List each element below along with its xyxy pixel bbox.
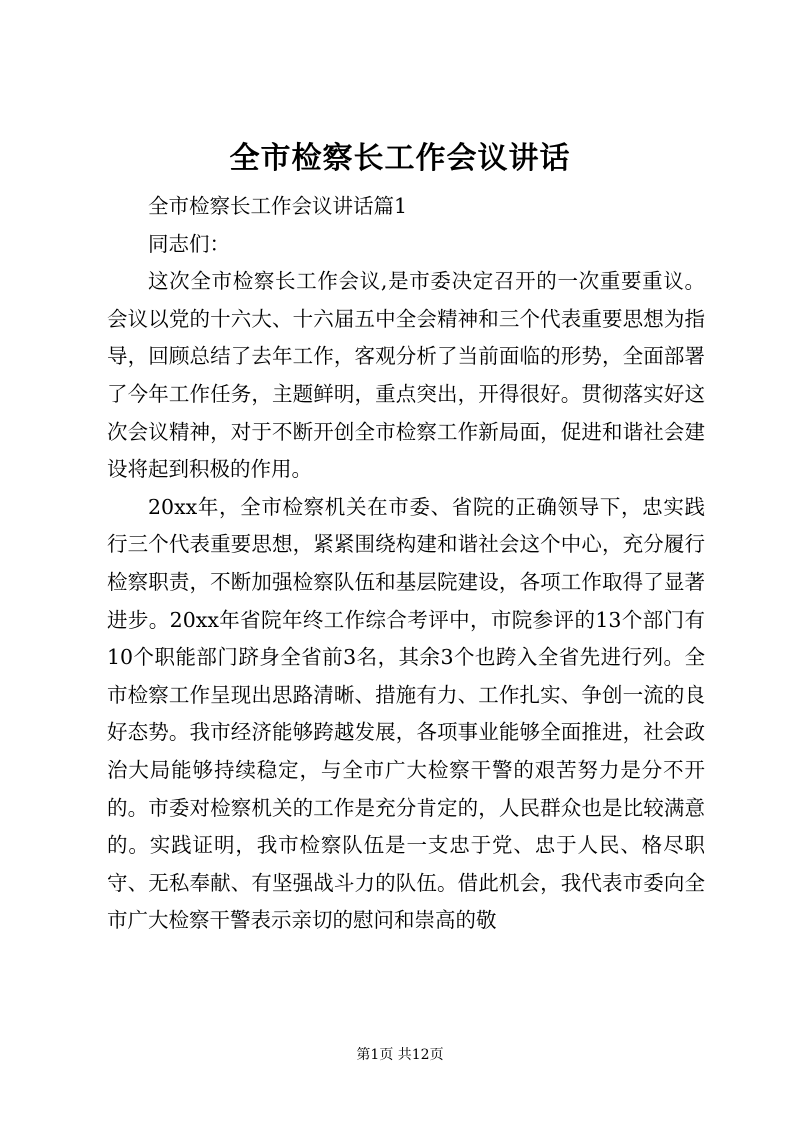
paragraph-2: 20xx年，全市检察机关在市委、省院的正确领导下，忠实践行三个代表重要思想，紧紧围绕构建和谐社会这个中心，充分履行检察职责，不断加强检察队伍和基层院建设，各项工作取得了显著进步。20xx年省院年终工作综合考评中，市院参评的13个部门有10个职能部门跻身全省前3名，其余3个也跨入全省先进行列。全市检察工作呈现出思路清晰、措施有力、工作扎实、争创一流的良好态势。我市经济能够跨越发展，各项事业能够全面推进，社会政治大局能够持续稳定，与全市广大检察干警的艰苦努力是分不开的。市委对检察机关的工作是充分肯定的，人民群众也是比较满意的。实践证明，我市检察队伍是一支忠于党、忠于人民、格尽职守、无私奉献、有坚强战斗力的队伍。借此机会，我代表市委向全市广大检察干警表示亲切的慰问和崇高的敬 [107,494,705,933]
document-body [107,188,705,940]
page-footer: 第1页 共12页 [356,1047,444,1063]
paragraph-1: 这次全市检察长工作会议,是市委决定召开的一次重要重议。会议以党的十六大、十六届五中全会精神和三个代表重要思想为指导，回顾总结了去年工作，客观分析了当前面临的形势，全面部署了今年工作任务，主题鲜明，重点突出，开得很好。贯彻落实好这次会议精神，对于不断开创全市检察工作新局面，促进和谐社会建设将起到积极的作用。 [107,269,705,482]
salutation-line: 同志们： [148,231,230,256]
subtitle-line: 全市检察长工作会议讲话篇1 [148,194,408,218]
page-title: 全市检察长工作会议讲话 [229,141,571,176]
